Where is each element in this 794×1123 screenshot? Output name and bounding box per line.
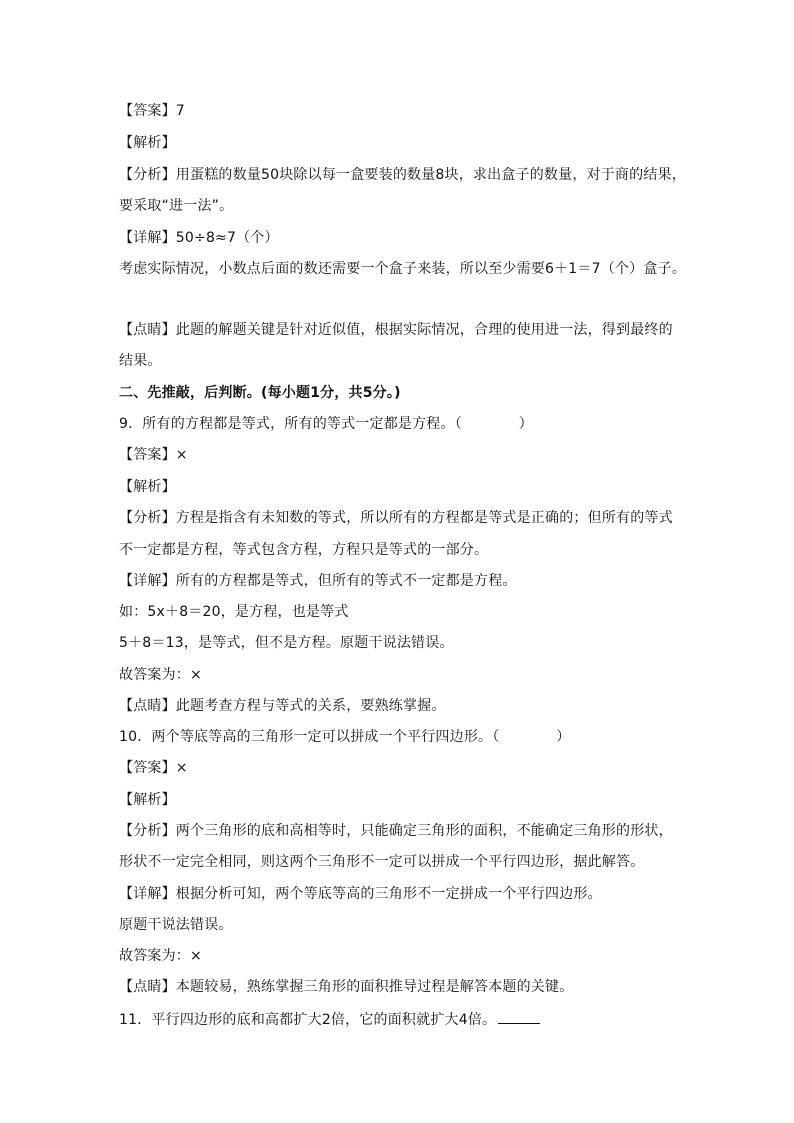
detail-text: 【详解】50÷8≈7（个） (119, 230, 279, 246)
note-text: 【点睛】本题较易，熟练掌握三角形的面积推导过程是解答本题的关键。 (119, 979, 574, 995)
analysis-text: 要采取“进一法”。 (119, 198, 234, 214)
analysis-text: 【分析】用蛋糕的数量50块除以每一盒要装的数量8块，求出盒子的数量，对于商的结果， (119, 167, 686, 183)
answer-conclusion: 故答案为：× (119, 667, 202, 683)
question-9: 9．所有的方程都是等式，所有的等式一定都是方程。（ ） (119, 416, 533, 432)
section-heading: 二、先推敲，后判断。(每小题1分，共5分。) (119, 385, 401, 401)
detail-text: 考虑实际情况，小数点后面的数还需要一个盒子来装，所以至少需要6＋1＝7（个）盒子。 (119, 261, 686, 277)
question-10: 10．两个等底等高的三角形一定可以拼成一个平行四边形。（ ） (119, 729, 571, 745)
question-11 (119, 1009, 540, 1030)
note-text: 结果。 (119, 353, 162, 369)
analysis-heading: 【解析】 (119, 135, 176, 151)
analysis-heading: 【解析】 (119, 792, 176, 808)
question-11-text: 11．平行四边形的底和高都扩大2倍，它的面积就扩大4倍。 (119, 1012, 497, 1028)
detail-text: 原题干说法错误。 (119, 917, 233, 933)
analysis-heading: 【解析】 (119, 479, 176, 495)
answer-conclusion: 故答案为：× (119, 948, 202, 964)
detail-text: 如：5x＋8＝20，是方程，也是等式 (119, 604, 349, 620)
analysis-text: 【分析】方程是指含有未知数的等式，所以所有的方程都是等式是正确的；但所有的等式 (119, 510, 673, 526)
answer-line: 【答案】× (119, 447, 188, 463)
detail-text: 【详解】根据分析可知，两个等底等高的三角形不一定拼成一个平行四边形。 (119, 886, 602, 902)
answer-line: 【答案】× (119, 760, 188, 776)
answer-blank[interactable] (498, 1009, 540, 1024)
note-text: 【点睛】此题的解题关键是针对近似值，根据实际情况，合理的使用进一法，得到最终的 (119, 322, 673, 338)
note-text: 【点睛】此题考查方程与等式的关系，要熟练掌握。 (119, 698, 446, 714)
detail-text: 【详解】所有的方程都是等式，但所有的等式不一定都是方程。 (119, 573, 517, 589)
analysis-text: 不一定都是方程，等式包含方程，方程只是等式的一部分。 (119, 542, 489, 558)
analysis-text: 形状不一定完全相同，则这两个三角形不一定可以拼成一个平行四边形，据此解答。 (119, 854, 645, 870)
answer-line: 【答案】7 (119, 103, 185, 119)
detail-text: 5＋8＝13，是等式，但不是方程。原题干说法错误。 (119, 635, 454, 651)
analysis-text: 【分析】两个三角形的底和高相等时，只能确定三角形的面积，不能确定三角形的形状， (119, 823, 673, 839)
